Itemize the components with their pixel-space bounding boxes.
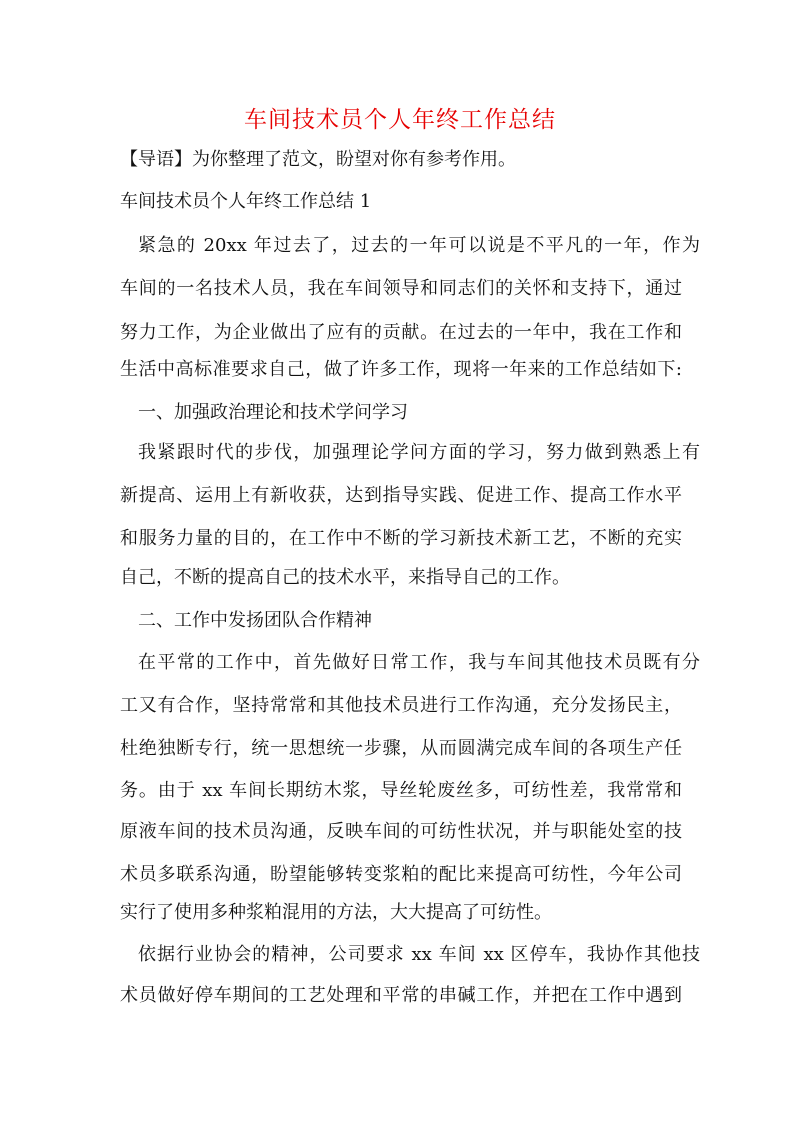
intro-line: 【导语】为你整理了范文，盼望对你有参考作用。 — [120, 149, 516, 170]
subheading-line: 一、加强政治理论和技术学问学习 — [138, 402, 408, 423]
paragraph-line: 新提高、运用上有新收获，达到指导实践、促进工作、提高工作水平 — [120, 485, 682, 506]
paragraph-line: 杜绝独断专行，统一思想统一步骤，从而圆满完成车间的各项生产任 — [120, 738, 682, 759]
paragraph-line: 依据行业协会的精神，公司要求 xx 车间 xx 区停车，我协作其他技 — [138, 944, 700, 965]
paragraph-line: 努力工作，为企业做出了应有的贡献。在过去的一年中，我在工作和 — [120, 322, 682, 343]
paragraph-line: 工又有合作，坚持常常和其他技术员进行工作沟通，充分发扬民主， — [120, 695, 682, 716]
document-title: 车间技术员个人年终工作总结 — [244, 107, 556, 133]
paragraph-line: 术员多联系沟通，盼望能够转变浆粕的配比来提高可纺性，今年公司 — [120, 864, 682, 885]
subheading-line: 二、工作中发扬团队合作精神 — [138, 610, 372, 631]
paragraph-line: 在平常的工作中，首先做好日常工作，我与车间其他技术员既有分 — [138, 652, 700, 673]
paragraph-line: 务。由于 xx 车间长期纺木浆，导丝轮废丝多，可纺性差，我常常和 — [120, 780, 682, 801]
paragraph-line: 术员做好停车期间的工艺处理和平常的串碱工作，并把在工作中遇到 — [120, 985, 682, 1006]
section-heading: 车间技术员个人年终工作总结 1 — [120, 191, 372, 212]
paragraph-line: 原液车间的技术员沟通，反映车间的可纺性状况，并与职能处室的技 — [120, 821, 682, 842]
paragraph-line: 实行了使用多种浆粕混用的方法，大大提高了可纺性。 — [120, 902, 552, 923]
paragraph-line: 生活中高标准要求自己，做了许多工作，现将一年来的工作总结如下: — [120, 359, 682, 380]
paragraph-line: 自己，不断的提高自己的技术水平，来指导自己的工作。 — [120, 567, 570, 588]
paragraph-line: 和服务力量的目的，在工作中不断的学习新技术新工艺，不断的充实 — [120, 528, 682, 549]
paragraph-line: 我紧跟时代的步伐，加强理论学问方面的学习，努力做到熟悉上有 — [138, 442, 700, 463]
paragraph-line: 车间的一名技术人员，我在车间领导和同志们的关怀和支持下，通过 — [120, 278, 682, 299]
paragraph-line: 紧急的 20xx 年过去了，过去的一年可以说是不平凡的一年，作为 — [138, 235, 700, 256]
